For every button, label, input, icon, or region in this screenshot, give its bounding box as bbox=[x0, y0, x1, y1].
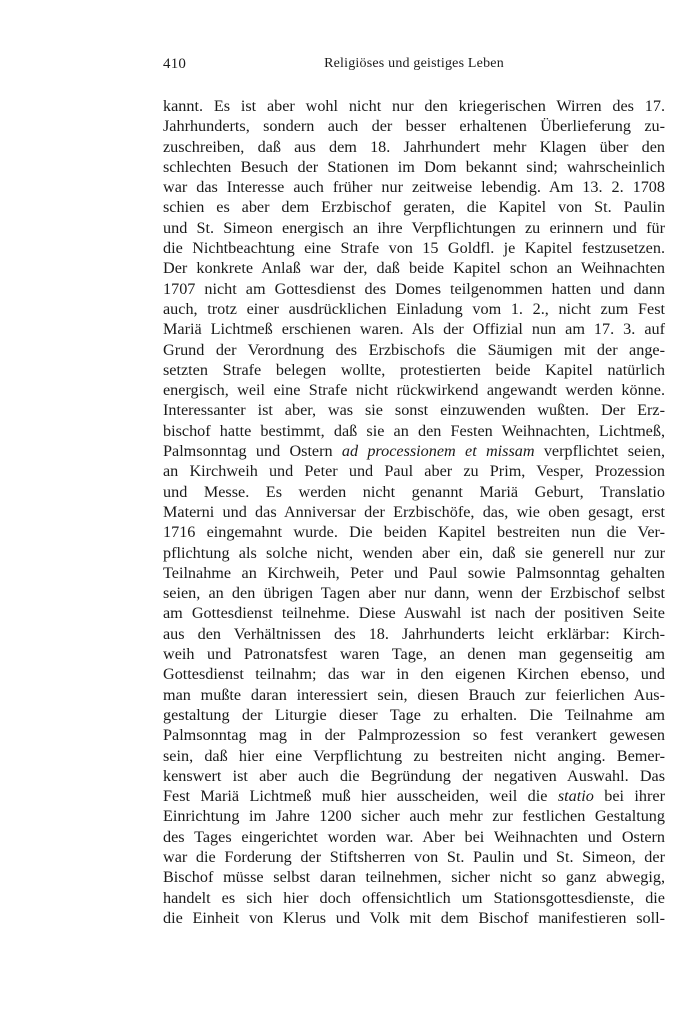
text-line bbox=[163, 258, 665, 278]
italic-text: ad processionem et missam bbox=[341, 442, 535, 461]
text-run: des Tages eingerichtet worden war. Aber bei Weihnachten und Ostern bbox=[163, 827, 665, 846]
text-run: handelt es sich hier doch offensichtlich um Stationsgottesdienste, die bbox=[163, 888, 665, 907]
text-run: Gottesdienst teilnahm; das war in den eigenen Kirchen ebenso, und bbox=[163, 665, 665, 684]
text-run: an Kirchweih und Peter und Paul aber zu Prim, Vesper, Prozession bbox=[163, 462, 665, 481]
text-line bbox=[163, 461, 665, 481]
text-run: Palmsonntag mag in der Palmprozession so fest verankert gewesen bbox=[163, 726, 665, 745]
text-line bbox=[163, 400, 665, 420]
text-line bbox=[163, 786, 665, 806]
text-run: bei ihrer bbox=[593, 787, 665, 806]
text-run: man mußte daran interessiert sein, diesen Brauch zur feierlichen Aus- bbox=[163, 685, 665, 704]
text-line bbox=[163, 380, 665, 400]
text-line bbox=[163, 685, 665, 705]
text-line bbox=[163, 806, 665, 826]
text-line bbox=[163, 543, 665, 563]
text-line bbox=[163, 238, 665, 258]
text-line bbox=[163, 867, 665, 887]
italic-text: statio bbox=[557, 787, 594, 806]
text-line bbox=[163, 421, 665, 441]
text-run: Materni und das Anniversar der Erzbischöfe, das, wie oben gesagt, erst bbox=[163, 502, 665, 521]
page-header bbox=[163, 56, 665, 82]
text-line bbox=[163, 360, 665, 380]
text-line bbox=[163, 522, 665, 542]
text-line bbox=[163, 624, 665, 644]
text-line bbox=[163, 279, 665, 299]
text-line bbox=[163, 157, 665, 177]
text-run: und Messe. Es werden nicht genannt Mariä Geburt, Translatio bbox=[163, 482, 665, 501]
text-line bbox=[163, 563, 665, 583]
text-run: auch, trotz einer ausdrücklichen Einladung vom 1. 2., nicht zum Fest bbox=[163, 299, 665, 318]
text-line bbox=[163, 482, 665, 502]
body-text bbox=[163, 96, 665, 928]
running-head: Religiöses und geistiges Leben bbox=[324, 56, 504, 71]
text-run: aus den Verhältnissen des 18. Jahrhunderts leicht erklärbar: Kirch- bbox=[163, 624, 665, 643]
text-run: pflichtung als solche nicht, wenden aber ein, daß sie generell nur zur bbox=[163, 543, 665, 562]
text-line bbox=[163, 847, 665, 867]
text-line bbox=[163, 644, 665, 664]
text-run: weih und Patronatsfest waren Tage, an denen man gegenseitig am bbox=[163, 645, 665, 664]
text-line bbox=[163, 197, 665, 217]
text-line bbox=[163, 766, 665, 786]
text-run: zuschreiben, daß aus dem 18. Jahrhundert mehr Klagen über den bbox=[163, 137, 665, 156]
text-run: Mariä Lichtmeß erschienen waren. Als der Offizial nun am 17. 3. auf bbox=[163, 320, 665, 339]
text-line bbox=[163, 705, 665, 725]
text-line bbox=[163, 177, 665, 197]
text-run: 1707 nicht am Gottesdienst des Domes teilgenommen hatten und dann bbox=[163, 279, 665, 298]
text-run: die Einheit von Klerus und Volk mit dem Bischof manifestieren soll- bbox=[163, 908, 665, 927]
text-run: schien es aber dem Erzbischof geraten, die Kapitel von St. Paulin bbox=[163, 198, 665, 217]
text-run: Grund der Verordnung des Erzbischofs die Säumigen mit der ange- bbox=[163, 340, 665, 359]
text-run: verpflichtet seien, bbox=[534, 442, 665, 461]
text-run: Bischof müsse selbst daran teilnehmen, sicher nicht so ganz abwegig, bbox=[163, 868, 665, 887]
text-line bbox=[163, 908, 665, 928]
text-run: Palmsonntag und Ostern bbox=[163, 442, 342, 461]
text-line bbox=[163, 827, 665, 847]
text-run: setzten Strafe belegen wollte, protestierten beide Kapitel natürlich bbox=[163, 360, 665, 379]
text-line bbox=[163, 502, 665, 522]
text-line bbox=[163, 299, 665, 319]
text-run: und St. Simeon energisch an ihre Verpflichtungen zu erinnern und für bbox=[163, 218, 665, 237]
text-run: gestaltung der Liturgie dieser Tage zu erhalten. Die Teilnahme am bbox=[163, 705, 665, 724]
text-line bbox=[163, 218, 665, 238]
text-run: kenswert ist aber auch die Begründung der negativen Auswahl. Das bbox=[163, 766, 665, 785]
text-run: Jahrhunderts, sondern auch der besser erhaltenen Überlieferung zu- bbox=[163, 117, 665, 136]
text-run: kannt. Es ist aber wohl nicht nur den kriegerischen Wirren des 17. bbox=[163, 97, 665, 115]
text-run: Fest Mariä Lichtmeß muß hier ausscheiden, weil die bbox=[163, 787, 558, 806]
text-run: am Gottesdienst teilnehme. Diese Auswahl ist nach der positiven Seite bbox=[163, 604, 665, 623]
text-line bbox=[163, 725, 665, 745]
text-line bbox=[163, 888, 665, 908]
text-run: 1716 eingemahnt wurde. Die beiden Kapitel bestreiten nun die Ver- bbox=[163, 523, 666, 542]
text-run: Interessanter ist aber, was sie sonst einzuwenden wußten. Der Erz- bbox=[163, 401, 665, 420]
text-run: die Nichtbeachtung eine Strafe von 15 Goldfl. je Kapitel festzusetzen. bbox=[163, 239, 665, 258]
text-run: seien, an den übrigen Tagen aber nur dann, wenn der Erzbischof selbst bbox=[163, 584, 665, 603]
text-line bbox=[163, 116, 665, 136]
text-run: Der konkrete Anlaß war der, daß beide Kapitel schon an Weihnachten bbox=[163, 259, 665, 278]
text-run: war das Interesse auch früher nur zeitweise lebendig. Am 13. 2. 1708 bbox=[163, 178, 665, 197]
text-line bbox=[163, 96, 665, 116]
text-run: bischof hatte bestimmt, daß sie an den Festen Weihnachten, Lichtmeß, bbox=[163, 421, 665, 440]
text-line bbox=[163, 319, 665, 339]
text-run: war die Forderung der Stiftsherren von St. Paulin und St. Simeon, der bbox=[163, 847, 665, 866]
text-line bbox=[163, 603, 665, 623]
text-run: sein, daß hier eine Verpflichtung zu bestreiten nicht anging. Bemer- bbox=[163, 746, 665, 765]
text-line bbox=[163, 664, 665, 684]
text-run: schlechten Besuch der Stationen im Dom bekannt sind; wahrscheinlich bbox=[163, 157, 665, 176]
text-line bbox=[163, 137, 665, 157]
text-line bbox=[163, 340, 665, 360]
text-line bbox=[163, 441, 665, 461]
text-run: Teilnahme an Kirchweih, Peter und Paul sowie Palmsonntag gehalten bbox=[163, 563, 665, 582]
text-line bbox=[163, 746, 665, 766]
text-line bbox=[163, 583, 665, 603]
text-run: energisch, weil eine Strafe nicht rückwirkend angewandt werden könne. bbox=[163, 381, 666, 400]
text-run: Einrichtung im Jahre 1200 sicher auch mehr zur festlichen Gestaltung bbox=[163, 807, 665, 826]
page-number: 410 bbox=[163, 56, 187, 72]
